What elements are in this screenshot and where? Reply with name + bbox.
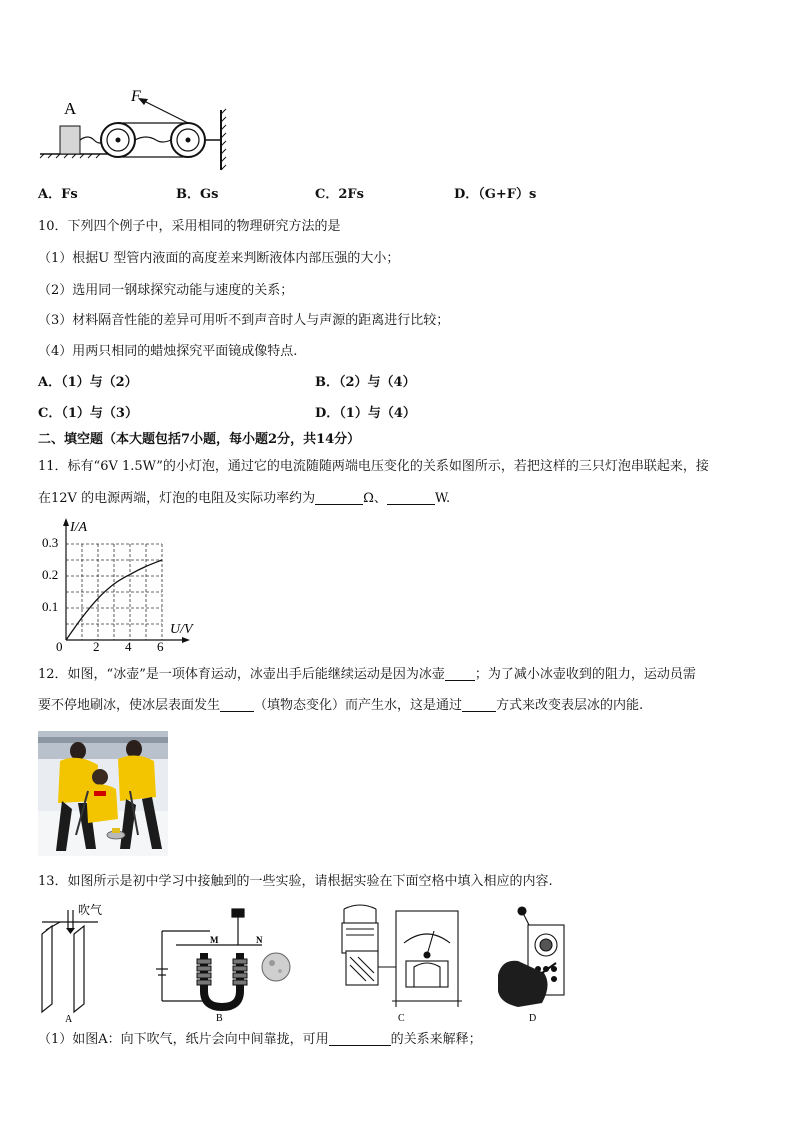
chart-origin-label: 0 bbox=[56, 639, 63, 654]
q11-line-2 bbox=[38, 490, 450, 508]
force-label: F bbox=[131, 88, 141, 105]
q11-unit-ohm: Ω、 bbox=[363, 491, 387, 506]
figure-d-caption: D bbox=[529, 1013, 537, 1024]
figure-a-caption: A bbox=[65, 1014, 73, 1025]
chart-y-tick-label: 0.3 bbox=[42, 535, 59, 550]
q12-line-2-text-c: 方式来改变表层冰的内能. bbox=[496, 698, 644, 713]
q12-blank-2[interactable] bbox=[220, 697, 254, 712]
q13-sub-1-text: （1）如图A：向下吹气，纸片会向中间靠拢，可用 bbox=[38, 1032, 329, 1047]
q9-option-a[interactable]: A．Fs bbox=[38, 187, 78, 202]
q11-line-2-text: 在12V 的电源两端，灯泡的电阻及实际功率约为 bbox=[38, 491, 316, 506]
q10-item-3: （3）材料隔音性能的差异可用听不到声音时人与声源的距离进行比较； bbox=[38, 313, 450, 328]
figure-a-label: 吹气 bbox=[78, 903, 103, 917]
q13-stem: 13．如图所示是初中学习中接触到的一些实验，请根据实验在下面空格中填入相应的内容. bbox=[38, 874, 553, 889]
q10-item-1: （1）根据U 型管内液面的高度差来判断液体内部压强的大小； bbox=[38, 251, 400, 266]
block-a bbox=[60, 126, 80, 154]
pulley-figure bbox=[38, 88, 238, 176]
q10-item-4: （4）用两只相同的蜡烛探究平面镜成像特点. bbox=[38, 344, 298, 359]
chart-y-tick-label: 0.1 bbox=[42, 599, 59, 614]
chart-x-tick-label: 6 bbox=[157, 639, 164, 654]
figure-a-blowing bbox=[38, 900, 116, 1025]
chart-x-tick-label: 4 bbox=[125, 639, 132, 654]
q11-blank-resistance[interactable] bbox=[315, 490, 363, 505]
iu-chart bbox=[36, 512, 206, 654]
q10-option-b[interactable]: B．（2）与（4） bbox=[315, 375, 416, 390]
q9-option-b[interactable]: B．Gs bbox=[176, 187, 219, 202]
q13-sub-1 bbox=[38, 1031, 482, 1049]
q13-sub-1-text-b: 的关系来解释； bbox=[390, 1032, 482, 1047]
fixed-pulley bbox=[171, 123, 205, 157]
q13-blank-1[interactable] bbox=[329, 1031, 391, 1046]
figure-d-hand-device bbox=[494, 903, 574, 1025]
chart-x-label: U/V bbox=[170, 622, 193, 637]
q12-blank-1[interactable] bbox=[445, 666, 475, 681]
q11-blank-power[interactable] bbox=[387, 490, 435, 505]
chart-x-tick-label: 2 bbox=[93, 639, 100, 654]
chart-y-tick-label: 0.2 bbox=[42, 567, 59, 582]
q12-line-1 bbox=[38, 666, 696, 684]
q10-item-2: （2）选用同一钢球探究动能与速度的关系； bbox=[38, 283, 294, 298]
block-a-label: A bbox=[64, 99, 77, 118]
q9-option-d[interactable]: D．（G+F）s bbox=[454, 187, 537, 202]
q12-line-2-text: 要不停地刷冰，使冰层表面发生 bbox=[38, 698, 221, 713]
q12-line-2 bbox=[38, 697, 643, 715]
q12-line-1-text-b: ；为了减小冰壶收到的阻力，运动员需 bbox=[474, 667, 696, 682]
q11-unit-watt: W. bbox=[434, 491, 451, 506]
chart-x-axis-arrow bbox=[182, 637, 190, 643]
figure-b-m-label: M bbox=[210, 935, 219, 945]
q10-stem: 10．下列四个例子中，采用相同的物理研究方法的是 bbox=[38, 219, 341, 234]
q12-blank-3[interactable] bbox=[462, 697, 496, 712]
q12-line-2-text-b: （填物态变化）而产生水，这是通过 bbox=[254, 698, 463, 713]
q10-option-a[interactable]: A．（1）与（2） bbox=[38, 375, 138, 390]
q9-option-c[interactable]: C．2Fs bbox=[315, 187, 364, 202]
chart-y-axis-arrow bbox=[63, 518, 69, 526]
section-title: 二、填空题（本大题包括7小题，每小题2分，共14分） bbox=[38, 432, 361, 447]
q11-line-1: 11．标有“6V 1.5W”的小灯泡，通过它的电流随随两端电压变化的关系如图所示，若把这样的三只灯泡串联起来，接 bbox=[38, 459, 709, 474]
q10-option-c[interactable]: C．（1）与（3） bbox=[38, 406, 138, 421]
figure-b-caption: B bbox=[216, 1013, 223, 1024]
curling-photo bbox=[38, 731, 168, 856]
q12-line-1-text: 12．如图，“冰壶”是一项体育运动，冰壶出手后能继续运动是因为冰壶 bbox=[38, 667, 445, 682]
q10-option-d[interactable]: D．（1）与（4） bbox=[315, 406, 416, 421]
moving-pulley bbox=[101, 123, 135, 157]
force-arrow bbox=[142, 100, 188, 123]
chart-y-label: I/A bbox=[70, 520, 88, 535]
figure-c-caption: C bbox=[398, 1013, 405, 1024]
figure-b-electromagnet bbox=[152, 905, 292, 1025]
figure-c-apparatus bbox=[336, 903, 466, 1025]
figure-b-n-label: N bbox=[256, 935, 263, 945]
